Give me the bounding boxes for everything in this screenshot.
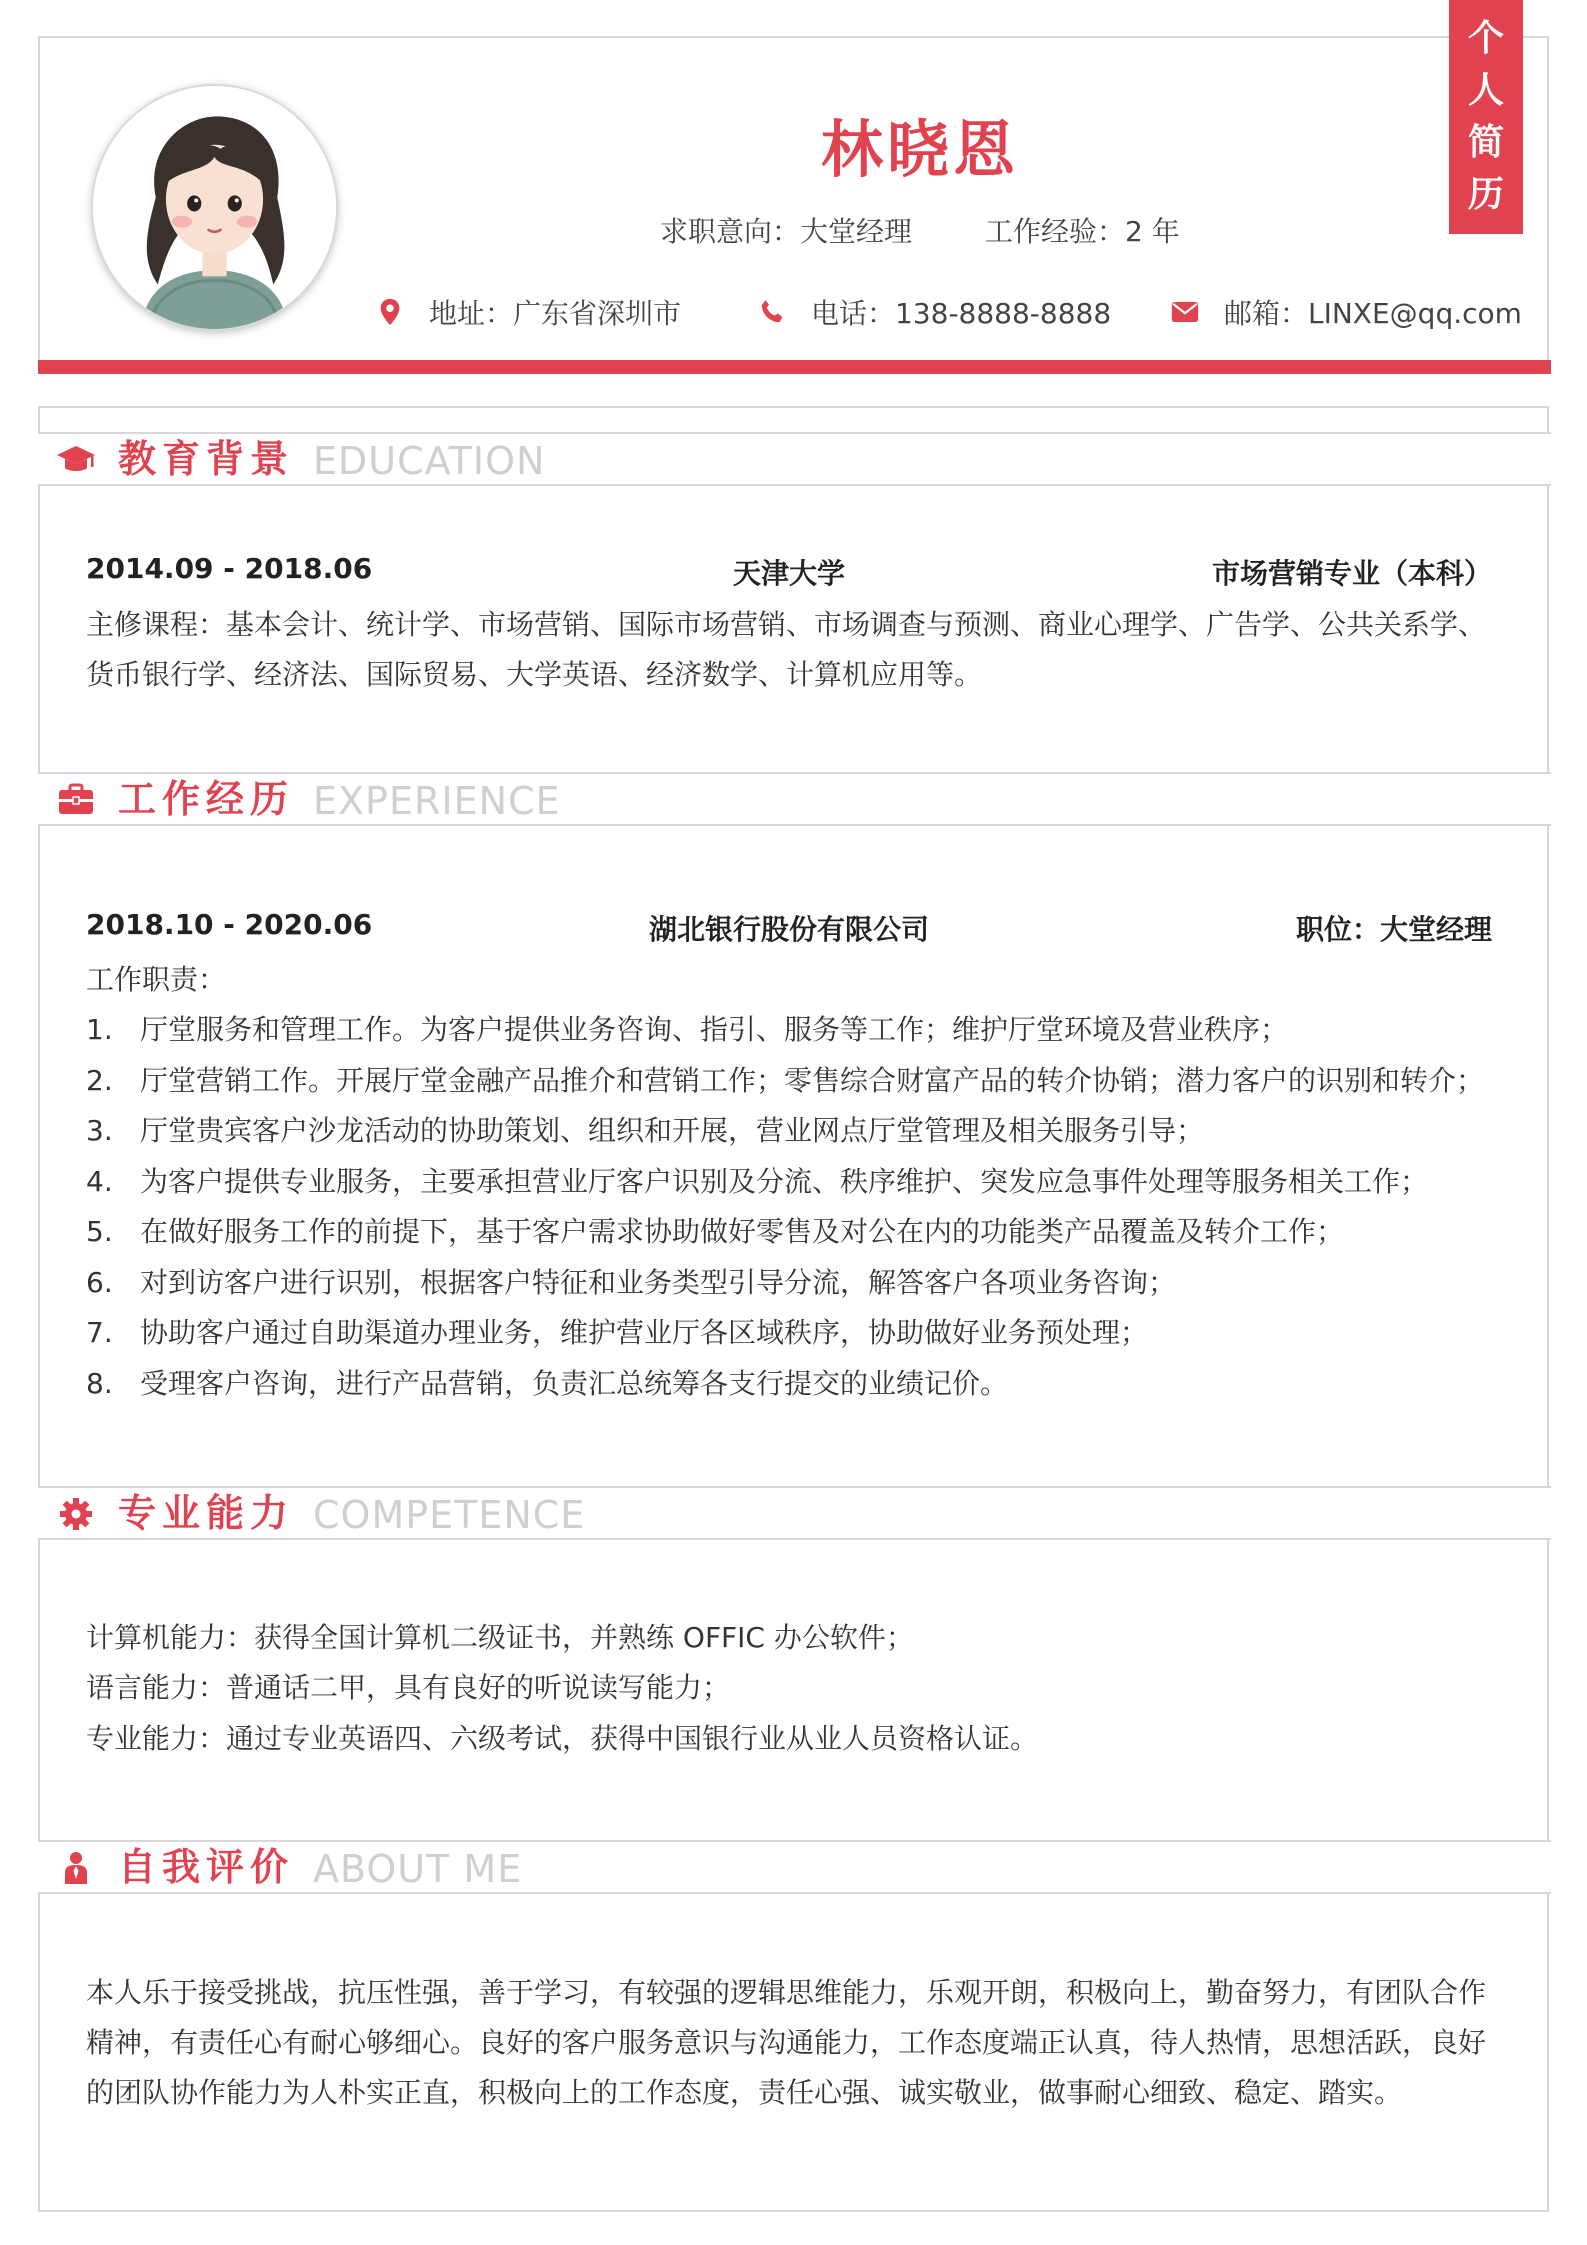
about-section-header xyxy=(38,1840,1551,1894)
badge-char: 个 xyxy=(1467,18,1504,59)
header-divider xyxy=(38,360,1551,374)
location-pin-icon xyxy=(375,297,405,327)
experience-period: 2018.10 - 2020.06 xyxy=(86,908,373,941)
candidate-name: 林晓恩 xyxy=(820,113,1019,186)
email-text: 邮箱：LINXE@qq.com xyxy=(1224,297,1522,330)
duty-text: 厅堂服务和管理工作。为客户提供业务咨询、指引、服务等工作；维护厅堂环境及营业秩序； xyxy=(140,1013,1289,1046)
avatar xyxy=(93,86,336,329)
duty-item xyxy=(86,1263,1176,1303)
duty-item xyxy=(86,1313,1148,1353)
duty-item xyxy=(86,1364,1008,1404)
section-title-en: COMPETENCE xyxy=(313,1493,586,1537)
contact-address xyxy=(375,294,681,330)
duty-text: 厅堂贵宾客户沙龙活动的协助策划、组织和开展，营业网点厅堂管理及相关服务引导； xyxy=(140,1114,1205,1147)
duty-text: 厅堂营销工作。开展厅堂金融产品推介和营销工作；零售综合财富产品的转介协销；潜力客户的识别和转介； xyxy=(140,1064,1485,1097)
duty-item xyxy=(86,1162,1428,1202)
duty-text: 对到访客户进行识别，根据客户特征和业务类型引导分流，解答客户各项业务咨询； xyxy=(140,1266,1177,1299)
experience-entry-header xyxy=(86,908,1492,948)
duty-number: 2. xyxy=(86,1064,113,1097)
phone-text: 电话：138-8888-8888 xyxy=(811,297,1112,330)
competence-line: 计算机能力：获得全国计算机二级证书，并熟练 OFFIC 办公软件； xyxy=(86,1621,914,1654)
gear-icon xyxy=(56,1496,96,1532)
duty-number: 7. xyxy=(86,1316,113,1349)
badge-char: 历 xyxy=(1467,174,1504,215)
duty-number: 8. xyxy=(86,1367,113,1400)
section-title: 专业能力 xyxy=(118,1491,295,1535)
duty-number: 1. xyxy=(86,1013,113,1046)
duty-item xyxy=(86,1061,1484,1101)
resume-badge xyxy=(1449,0,1523,234)
duty-number: 4. xyxy=(86,1165,113,1198)
experience-company: 湖北银行股份有限公司 xyxy=(648,913,929,946)
badge-char: 简 xyxy=(1467,122,1504,163)
graduation-cap-icon xyxy=(56,442,96,478)
duty-item xyxy=(86,1111,1204,1151)
section-title: 工作经历 xyxy=(118,777,295,821)
duty-text: 为客户提供专业服务，主要承担营业厅客户识别及分流、秩序维护、突发应急事件处理等服务相关工作； xyxy=(140,1165,1429,1198)
section-title-en: ABOUT ME xyxy=(313,1847,523,1891)
badge-char: 人 xyxy=(1467,70,1504,111)
education-courses: 主修课程：基本会计、统计学、市场营销、国际市场营销、市场调查与预测、商业心理学、广告学、公共关系学、货币银行学、经济法、国际贸易、大学英语、经济数学、计算机应用等。 xyxy=(86,608,1487,691)
envelope-icon xyxy=(1170,297,1200,327)
education-major: 市场营销专业（本科） xyxy=(1211,557,1492,590)
competence-section-header xyxy=(38,1486,1551,1540)
duty-text: 受理客户咨询，进行产品营销，负责汇总统筹各支行提交的业绩记价。 xyxy=(140,1367,1009,1400)
competence-line: 专业能力：通过专业英语四、六级考试，获得中国银行业从业人员资格认证。 xyxy=(86,1722,1039,1755)
experience-position: 职位：大堂经理 xyxy=(1295,913,1492,946)
about-text: 本人乐于接受挑战，抗压性强，善于学习，有较强的逻辑思维能力，乐观开朗，积极向上，勤奋努力，有团队合作精神，有责任心有耐心够细心。良好的客户服务意识与沟通能力，工作态度端正认真，待人热情，思想活跃，良好的团队协作能力为人朴实正直，积极向上的工作态度，责任心强、诚实敬业，做事耐心细致、稳定、踏实。 xyxy=(86,1976,1487,2109)
education-entry-header xyxy=(86,552,1492,592)
section-title-en: EXPERIENCE xyxy=(313,779,561,823)
duty-item xyxy=(86,1010,1288,1050)
work-experience-years: 工作经验：2 年 xyxy=(985,215,1180,248)
experience-section-header xyxy=(38,772,1551,826)
section-title-en: EDUCATION xyxy=(313,439,546,483)
education-school: 天津大学 xyxy=(732,557,845,590)
phone-icon xyxy=(757,297,787,327)
avatar-illustration xyxy=(93,86,336,329)
person-icon xyxy=(56,1850,96,1886)
briefcase-icon xyxy=(56,782,96,818)
address-text: 地址：广东省深圳市 xyxy=(429,297,682,330)
duty-item xyxy=(86,1212,1344,1252)
duty-number: 5. xyxy=(86,1215,113,1248)
contact-email xyxy=(1170,294,1522,330)
job-intent: 求职意向：大堂经理 xyxy=(660,215,913,248)
duties-label: 工作职责： xyxy=(86,963,227,996)
contact-phone xyxy=(757,294,1111,330)
section-title: 自我评价 xyxy=(118,1845,295,1889)
competence-line: 语言能力：普通话二甲，具有良好的听说读写能力； xyxy=(86,1671,731,1704)
education-period: 2014.09 - 2018.06 xyxy=(86,552,373,585)
duty-text: 在做好服务工作的前提下，基于客户需求协助做好零售及对公在内的功能类产品覆盖及转介工作； xyxy=(140,1215,1345,1248)
section-title: 教育背景 xyxy=(118,437,295,481)
education-section-header xyxy=(38,432,1551,486)
duty-number: 3. xyxy=(86,1114,113,1147)
duty-number: 6. xyxy=(86,1266,113,1299)
duty-text: 协助客户通过自助渠道办理业务，维护营业厅各区域秩序，协助做好业务预处理； xyxy=(140,1316,1149,1349)
